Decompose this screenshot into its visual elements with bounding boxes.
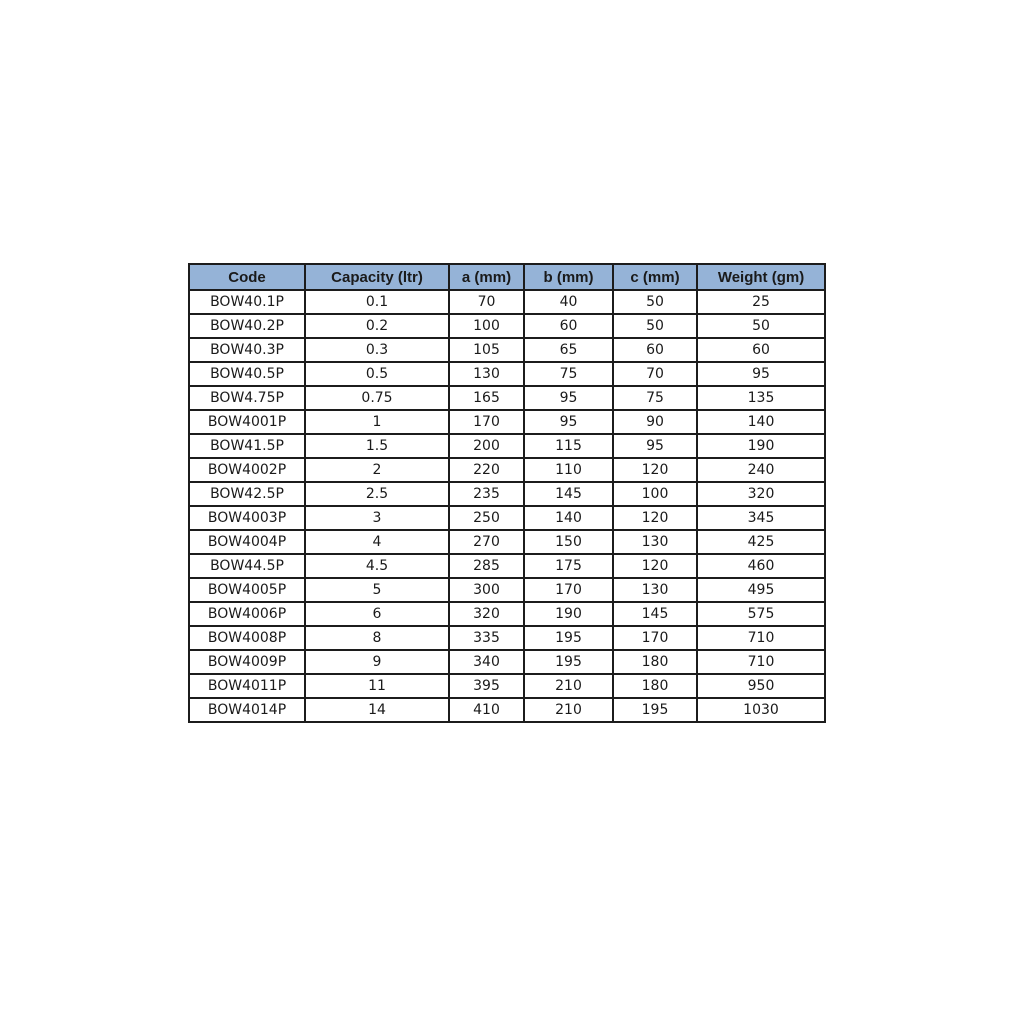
cell-capacity: 1 <box>305 410 449 434</box>
table-row <box>189 626 825 650</box>
cell-capacity: 14 <box>305 698 449 722</box>
cell-code: BOW4006P <box>189 602 305 626</box>
cell-capacity: 8 <box>305 626 449 650</box>
cell-weight: 950 <box>697 674 825 698</box>
cell-weight: 425 <box>697 530 825 554</box>
table-row <box>189 338 825 362</box>
cell-capacity: 4 <box>305 530 449 554</box>
cell-c: 195 <box>613 698 697 722</box>
cell-code: BOW42.5P <box>189 482 305 506</box>
cell-b: 95 <box>524 386 613 410</box>
cell-a: 300 <box>449 578 524 602</box>
cell-c: 130 <box>613 530 697 554</box>
table-row <box>189 554 825 578</box>
cell-capacity: 0.3 <box>305 338 449 362</box>
cell-a: 100 <box>449 314 524 338</box>
cell-code: BOW4004P <box>189 530 305 554</box>
cell-b: 195 <box>524 626 613 650</box>
cell-code: BOW40.5P <box>189 362 305 386</box>
cell-code: BOW4003P <box>189 506 305 530</box>
cell-code: BOW40.3P <box>189 338 305 362</box>
table-row <box>189 602 825 626</box>
cell-a: 105 <box>449 338 524 362</box>
cell-weight: 710 <box>697 650 825 674</box>
cell-a: 320 <box>449 602 524 626</box>
cell-a: 130 <box>449 362 524 386</box>
cell-c: 180 <box>613 650 697 674</box>
cell-a: 170 <box>449 410 524 434</box>
table-header <box>189 264 825 290</box>
cell-b: 190 <box>524 602 613 626</box>
cell-c: 70 <box>613 362 697 386</box>
cell-c: 75 <box>613 386 697 410</box>
cell-b: 65 <box>524 338 613 362</box>
table-row <box>189 314 825 338</box>
table-row <box>189 650 825 674</box>
cell-capacity: 4.5 <box>305 554 449 578</box>
header-c: c (mm) <box>613 264 697 290</box>
cell-code: BOW4002P <box>189 458 305 482</box>
cell-b: 95 <box>524 410 613 434</box>
cell-weight: 320 <box>697 482 825 506</box>
cell-weight: 95 <box>697 362 825 386</box>
cell-a: 270 <box>449 530 524 554</box>
table-row <box>189 434 825 458</box>
table-row <box>189 506 825 530</box>
cell-weight: 1030 <box>697 698 825 722</box>
cell-capacity: 0.2 <box>305 314 449 338</box>
cell-a: 70 <box>449 290 524 314</box>
cell-capacity: 0.5 <box>305 362 449 386</box>
cell-c: 130 <box>613 578 697 602</box>
cell-code: BOW44.5P <box>189 554 305 578</box>
cell-c: 120 <box>613 506 697 530</box>
cell-b: 210 <box>524 674 613 698</box>
cell-capacity: 3 <box>305 506 449 530</box>
cell-b: 170 <box>524 578 613 602</box>
header-a: a (mm) <box>449 264 524 290</box>
cell-c: 120 <box>613 458 697 482</box>
table-body <box>189 290 825 722</box>
table-row <box>189 410 825 434</box>
table-row <box>189 698 825 722</box>
cell-code: BOW4011P <box>189 674 305 698</box>
cell-c: 120 <box>613 554 697 578</box>
cell-code: BOW4008P <box>189 626 305 650</box>
cell-capacity: 2 <box>305 458 449 482</box>
cell-capacity: 0.1 <box>305 290 449 314</box>
cell-b: 75 <box>524 362 613 386</box>
cell-weight: 345 <box>697 506 825 530</box>
cell-weight: 495 <box>697 578 825 602</box>
cell-c: 95 <box>613 434 697 458</box>
cell-weight: 460 <box>697 554 825 578</box>
cell-capacity: 5 <box>305 578 449 602</box>
table-row <box>189 578 825 602</box>
cell-c: 50 <box>613 290 697 314</box>
cell-weight: 140 <box>697 410 825 434</box>
table-row <box>189 482 825 506</box>
spec-table <box>188 263 826 723</box>
cell-c: 50 <box>613 314 697 338</box>
cell-b: 145 <box>524 482 613 506</box>
cell-b: 140 <box>524 506 613 530</box>
cell-c: 90 <box>613 410 697 434</box>
cell-capacity: 6 <box>305 602 449 626</box>
cell-code: BOW40.1P <box>189 290 305 314</box>
cell-b: 175 <box>524 554 613 578</box>
cell-b: 150 <box>524 530 613 554</box>
cell-capacity: 2.5 <box>305 482 449 506</box>
cell-capacity: 11 <box>305 674 449 698</box>
cell-weight: 240 <box>697 458 825 482</box>
cell-c: 100 <box>613 482 697 506</box>
cell-c: 60 <box>613 338 697 362</box>
cell-weight: 575 <box>697 602 825 626</box>
cell-weight: 60 <box>697 338 825 362</box>
cell-a: 200 <box>449 434 524 458</box>
cell-b: 110 <box>524 458 613 482</box>
cell-a: 410 <box>449 698 524 722</box>
cell-code: BOW4001P <box>189 410 305 434</box>
cell-capacity: 9 <box>305 650 449 674</box>
cell-weight: 710 <box>697 626 825 650</box>
cell-weight: 25 <box>697 290 825 314</box>
cell-a: 220 <box>449 458 524 482</box>
cell-a: 250 <box>449 506 524 530</box>
cell-a: 235 <box>449 482 524 506</box>
table-row <box>189 362 825 386</box>
cell-code: BOW4.75P <box>189 386 305 410</box>
table-row <box>189 458 825 482</box>
cell-b: 195 <box>524 650 613 674</box>
cell-weight: 50 <box>697 314 825 338</box>
cell-code: BOW4014P <box>189 698 305 722</box>
cell-a: 340 <box>449 650 524 674</box>
cell-a: 335 <box>449 626 524 650</box>
cell-weight: 135 <box>697 386 825 410</box>
cell-b: 40 <box>524 290 613 314</box>
cell-a: 285 <box>449 554 524 578</box>
cell-a: 395 <box>449 674 524 698</box>
cell-capacity: 1.5 <box>305 434 449 458</box>
cell-capacity: 0.75 <box>305 386 449 410</box>
cell-code: BOW40.2P <box>189 314 305 338</box>
cell-b: 60 <box>524 314 613 338</box>
cell-code: BOW4005P <box>189 578 305 602</box>
table-row <box>189 290 825 314</box>
cell-c: 170 <box>613 626 697 650</box>
cell-b: 115 <box>524 434 613 458</box>
cell-code: BOW41.5P <box>189 434 305 458</box>
header-b: b (mm) <box>524 264 613 290</box>
cell-c: 145 <box>613 602 697 626</box>
header-weight: Weight (gm) <box>697 264 825 290</box>
cell-c: 180 <box>613 674 697 698</box>
cell-code: BOW4009P <box>189 650 305 674</box>
header-row <box>189 264 825 290</box>
cell-weight: 190 <box>697 434 825 458</box>
cell-a: 165 <box>449 386 524 410</box>
table-row <box>189 386 825 410</box>
header-capacity: Capacity (ltr) <box>305 264 449 290</box>
cell-b: 210 <box>524 698 613 722</box>
table-row <box>189 530 825 554</box>
table-row <box>189 674 825 698</box>
header-code: Code <box>189 264 305 290</box>
